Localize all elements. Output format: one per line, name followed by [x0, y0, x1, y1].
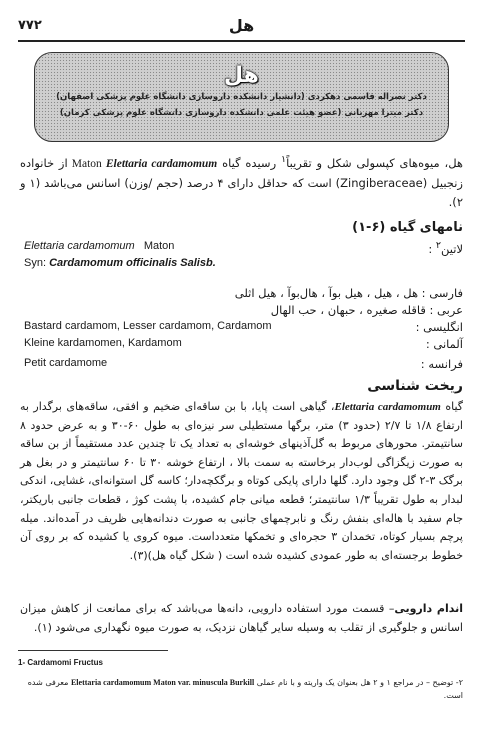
- plant-names-list: [20, 240, 463, 374]
- footnote-2-text-1: ۲- توضیح – در مراجع ۱ و ۲ هل بعنوان یک واریته و با نام عملی: [254, 678, 463, 687]
- latin-label: لاتین$^۲$ :: [428, 240, 463, 256]
- running-title: هل: [228, 16, 255, 35]
- latin-author: Maton: [143, 240, 175, 252]
- intro-text-3: از خانواده زنجبیل (Zingiberaceae) است که حداقل دارای ۴ درصد (حجم /وزن) اسانس می‌باشد (۱ و ۲).: [20, 155, 463, 209]
- latin-name: Elettaria cardamomum: [24, 240, 135, 252]
- name-row-latin: [20, 240, 463, 257]
- author-line-1: دکتر نصراله قاسمی دهکردی (دانشیار دانشکده داروسازی دانشگاه علوم پزشکی اصفهان): [56, 92, 427, 102]
- latin-label-text: لاتین: [441, 241, 463, 256]
- intro-latin-name: Elettaria cardamomum: [105, 157, 218, 170]
- intro-text-1: هل، میوه‌های کپسولی شکل و تقریباً: [286, 155, 463, 170]
- morphology-latin-name: Elettaria cardamomum: [334, 401, 441, 413]
- footnote-2-latin: Elettaria cardamomum Maton var. minuscula Burkill: [70, 678, 255, 687]
- name-row-english: [20, 320, 463, 337]
- english-label: انگلیسی :: [415, 320, 463, 334]
- morphology-text-2: ، گیاهی است پایا، با بن ساقه‌ای ضخیم و افقی، ساقه‌های برگدار به ارتفاع ۱/۸ تا ۲/۷ (حدود ۳) متر، برگها مستطیلی سر نیزه‌ای به طول ۶۰-۳۰ و به عرض حدود ۸ سانتیمتر. محورهای مربوط به گل‌آذینهای خوشه‌ای به تعداد یک تا چندین عدد مستقیماً از بن ساقه به صورت زیگزاگی لوب‌دار برخاسته به سمت بالا ، ارتفاع خوشه ۳۰ تا ۶۰ سانتیمتر و در بغل هر برگک ۳-۲ گل وجود دارد. گلها دارای پایکی کوتاه و برگکچه‌دار؛ کاسه گل استوانه‌ای، غشایی، اندکی لبدار به طول تقریباً ۱/۳ سانتیمتر؛ قطعه میانی جام کشیده، با پشت کوژ ، قطعات جانبی باریکتر، جام سفید با هاله‌ای بنفش رنگ و نابرچمهای جانبی به صورت دندانه‌هایی ظریف در آمده‌اند. میله پرچم بسیار کوتاه، تخمدان ۳ حجره‌ای و تخمکها متعدداست. میوه کروی یا کشیده که بر روی آن خطوط برجسته‌ای به طور عمودی کشیده شده است ( شکل گیاه هل)(۳).: [20, 400, 464, 562]
- morphology-text-1: گیاه: [440, 400, 463, 413]
- footnote-2-text-2: معرفی شده است.: [27, 678, 463, 700]
- latin-footnote-ref: ۲: [435, 240, 442, 251]
- author-line-2: دکتر میترا مهربانی (عضو هیئت علمی دانشکده داروسازی دانشگاه علوم پزشکی کرمان): [59, 108, 424, 118]
- usage-text: – قسمت مورد استفاده دارویی، دانه‌ها می‌باشد که برای ممانعت از کاهش میزان اسانس و جلوگیری از تقلب به وسیله سایر گیاهان نزدیک، به صورت میوه نگهداری می‌شود (۱).: [20, 602, 463, 634]
- monograph-title: هل: [224, 63, 259, 88]
- synonym-prefix: Syn:: [24, 257, 47, 269]
- morphology-paragraph: [20, 398, 463, 565]
- latin-name-value: [24, 240, 174, 252]
- french-names: Petit cardamome: [24, 357, 108, 369]
- header-rule: [18, 40, 465, 42]
- arabic-names: عربی : قاقله صغیره ، حبهان ، حب الهال: [270, 303, 463, 317]
- name-row-arabic: [20, 303, 463, 320]
- persian-names: فارسی : هل ، هیل ، هیل بوآ ، هال‌بوآ ، هیل اثلی: [234, 286, 463, 300]
- name-row-persian: [20, 286, 463, 303]
- page-number: ۷۷۲: [18, 18, 42, 33]
- intro-paragraph: [20, 150, 463, 212]
- name-row-synonym: [20, 257, 463, 274]
- page-header: [18, 14, 465, 40]
- synonym-value: [24, 257, 216, 269]
- german-names: Kleine kardamomen, Kardamom: [24, 337, 182, 349]
- intro-footnote-ref: ۱: [280, 154, 287, 165]
- section-heading-names: نامهای گیاه (۶-۱): [352, 220, 463, 235]
- footnote-1: 1- Cardamomi Fructus: [18, 658, 103, 667]
- intro-author-name: Maton: [67, 157, 106, 170]
- name-row-german: [20, 337, 463, 354]
- intro-text-2: رسیده گیاه: [217, 155, 281, 170]
- title-box: [34, 52, 449, 142]
- name-spacer: [20, 274, 463, 286]
- usage-label: اندام دارویی: [394, 602, 463, 615]
- english-names: Bastard cardamom, Lesser cardamom, Cardamom: [24, 320, 272, 332]
- french-label: فرانسه :: [420, 357, 463, 371]
- name-row-french: [20, 357, 463, 374]
- section-heading-morphology: ریخت شناسی: [367, 378, 463, 394]
- synonym-name: Cardamomum officinalis Salisb.: [49, 257, 216, 269]
- german-label: آلمانی :: [425, 337, 463, 351]
- usage-paragraph: [20, 600, 463, 637]
- footnote-rule: [18, 650, 168, 651]
- footnote-2: [20, 676, 463, 702]
